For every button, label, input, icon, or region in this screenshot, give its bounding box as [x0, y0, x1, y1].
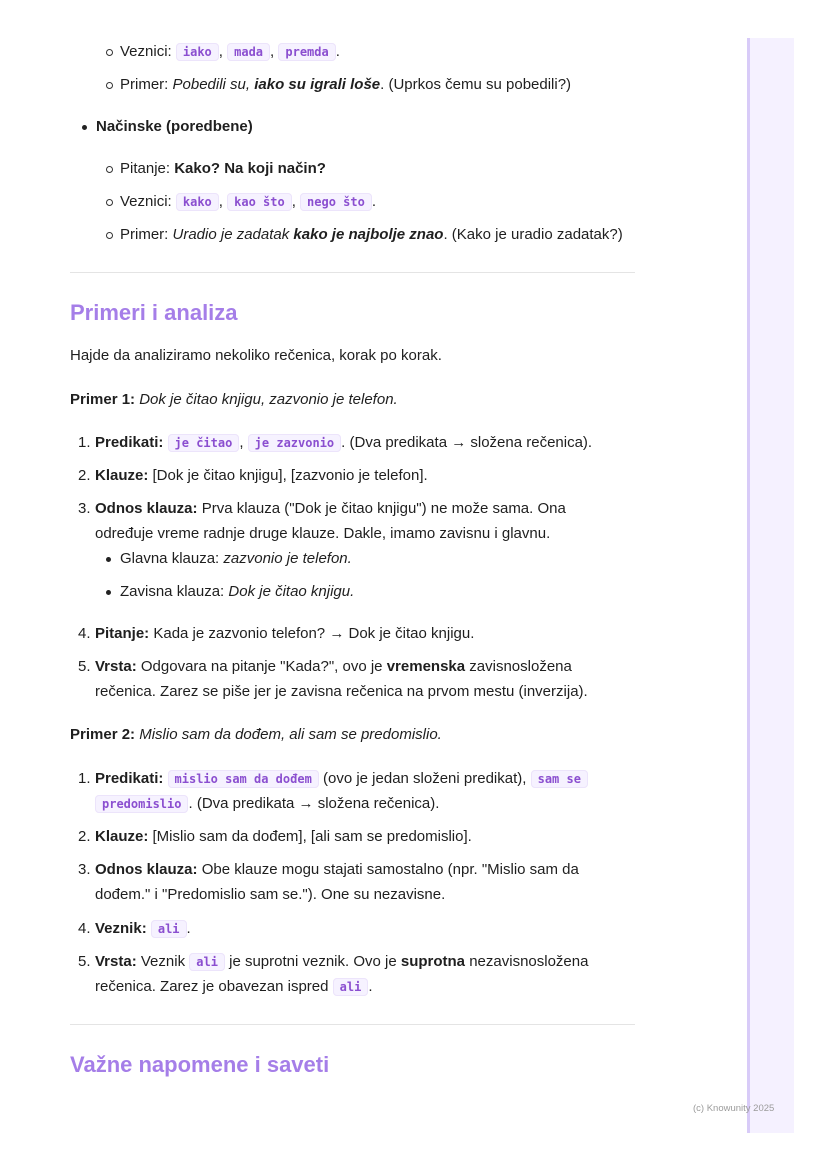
list-item-continuation: rečenica. Zarez je obavezan ispred ali .	[95, 978, 373, 995]
conjunction-code: ali	[333, 978, 369, 996]
copyright-footer: (c) Knowunity 2025	[693, 1103, 775, 1114]
conjunction-code: premda	[278, 43, 335, 61]
section-subheading: Načinske (poredbene)	[96, 118, 253, 135]
section-heading: Važne napomene i saveti	[70, 1052, 330, 1077]
predicate-code: je zazvonio	[248, 434, 341, 452]
example-title: Primer 2: Mislio sam da dođem, ali sam se predomislio.	[70, 726, 442, 743]
list-item: Zavisna klauza: Dok je čitao knjigu.	[120, 581, 354, 603]
section-heading: Primeri i analiza	[70, 300, 238, 325]
list-item: 2. Klauze: [Mislio sam da dođem], [ali sam se predomislio].	[78, 828, 472, 845]
list-item: 4. Pitanje: Kada je zazvonio telefon? → Dok je čitao knjigu.	[78, 625, 475, 642]
list-item: 3. Odnos klauza: Prva klauza ("Dok je čitao knjigu") ne može sama. Ona	[78, 500, 566, 517]
list-item: 2. Klauze: [Dok je čitao knjigu], [zazvonio je telefon].	[78, 467, 428, 484]
conjunction-code: nego što	[300, 193, 372, 211]
list-item: Primer: Uradio je zadatak kako je najbolje znao. (Kako je uradio zadatak?)	[120, 224, 623, 246]
list-item: 5. Vrsta: Veznik ali je suprotni veznik. Ovo je suprotna nezavisnosložena	[78, 953, 589, 970]
example-title: Primer 1: Dok je čitao knjigu, zazvonio je telefon.	[70, 391, 398, 408]
predicate-code: predomislio	[95, 795, 188, 813]
conjunction-code: kako	[176, 193, 219, 211]
conjunction-code: kao što	[227, 193, 292, 211]
list-item: 4. Veznik: ali .	[78, 920, 191, 937]
list-item: 3. Odnos klauza: Obe klauze mogu stajati samostalno (npr. "Mislio sam da	[78, 861, 579, 878]
list-item: 1. Predikati: je čitao , je zazvonio . (Dva predikata → složena rečenica).	[78, 434, 593, 451]
list-item-continuation: dođem." i "Predomislio sam se."). One su nezavisne.	[95, 886, 446, 903]
list-item: Glavna klauza: zazvonio je telefon.	[120, 548, 352, 570]
predicate-code: mislio sam da dođem	[168, 770, 319, 788]
divider	[70, 1024, 635, 1025]
divider	[70, 272, 635, 273]
list-item: Primer: Pobedili su, iako su igrali loše. (Uprkos čemu su pobedili?)	[120, 74, 571, 96]
list-item: Veznici: kako , kao što , nego što .	[120, 191, 376, 213]
list-item: Pitanje: Kako? Na koji način?	[120, 158, 326, 180]
conjunction-code: ali	[189, 953, 225, 971]
list-item	[96, 116, 253, 138]
conjunction-code: iako	[176, 43, 219, 61]
list-item-continuation: određuje vreme radnje druge klauze. Dakle, imamo zavisnu i glavnu.	[95, 525, 551, 542]
conjunction-code: ali	[151, 920, 187, 938]
list-item: 1. Predikati: mislio sam da dođem (ovo je jedan složeni predikat), sam se	[95, 768, 588, 790]
predicate-code: je čitao	[168, 434, 240, 452]
list-item: Veznici: iako , mada , premda .	[120, 41, 340, 63]
paragraph: Hajde da analiziramo nekoliko rečenica, korak po korak.	[70, 347, 442, 364]
list-item: 5. Vrsta: Odgovara na pitanje "Kada?", ovo je vremenska zavisnosložena	[78, 658, 572, 675]
sidebar-panel	[747, 38, 794, 1133]
list-item-continuation: predomislio . (Dva predikata → složena rečenica).	[95, 793, 439, 815]
conjunction-code: mada	[227, 43, 270, 61]
predicate-code: sam se	[531, 770, 588, 788]
list-item-continuation: rečenica. Zarez se piše jer je zavisna rečenica na prvom mestu (inverzija).	[95, 683, 588, 700]
